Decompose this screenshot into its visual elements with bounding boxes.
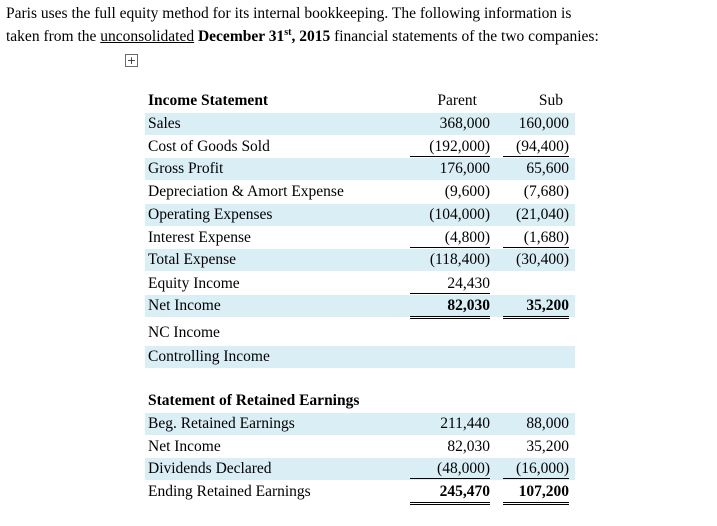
table-row: Interest Expense (4,800) (1,680)	[148, 229, 569, 246]
table-row: Controlling Income	[145, 346, 575, 368]
table-row: NC Income	[148, 324, 220, 341]
table-row: Sales 368,000 160,000	[145, 113, 575, 135]
intro-paragraph	[6, 4, 711, 46]
table-row: Dividends Declared (48,000) (16,000)	[145, 458, 575, 480]
intro-line-2: taken from the unconsolidated December 31st, 2015 financial statements of the two companies:	[6, 27, 599, 46]
income-statement-header	[145, 90, 575, 112]
intro-line-1: Paris uses the full equity method for its internal bookkeeping. The following information is	[6, 5, 572, 22]
col-parent-header: Parent	[437, 92, 477, 109]
table-row: Beg. Retained Earnings 211,440 88,000	[145, 413, 575, 435]
table-row: Gross Profit 176,000 65,600	[145, 158, 575, 180]
table-row: Total Expense (118,400) (30,400)	[145, 249, 575, 271]
col-sub-header: Sub	[538, 92, 563, 109]
table-row: Depreciation & Amort Expense (9,600) (7,680)	[148, 183, 569, 200]
table-row: Ending Retained Earnings 245,470 107,200	[148, 483, 569, 500]
retained-earnings-heading: Statement of Retained Earnings	[148, 392, 360, 409]
table-row: Operating Expenses (104,000) (21,040)	[145, 204, 575, 226]
table-row: Net Income 82,030 35,200	[148, 438, 569, 455]
table-row: Net Income 82,030 35,200	[145, 295, 575, 317]
expand-table-icon[interactable]: +	[126, 54, 137, 67]
table-row: Cost of Goods Sold (192,000) (94,400)	[148, 138, 569, 155]
retained-earnings-header	[145, 390, 575, 412]
income-statement-heading: Income Statement	[148, 92, 269, 109]
table-row: Equity Income 24,430	[148, 275, 490, 292]
